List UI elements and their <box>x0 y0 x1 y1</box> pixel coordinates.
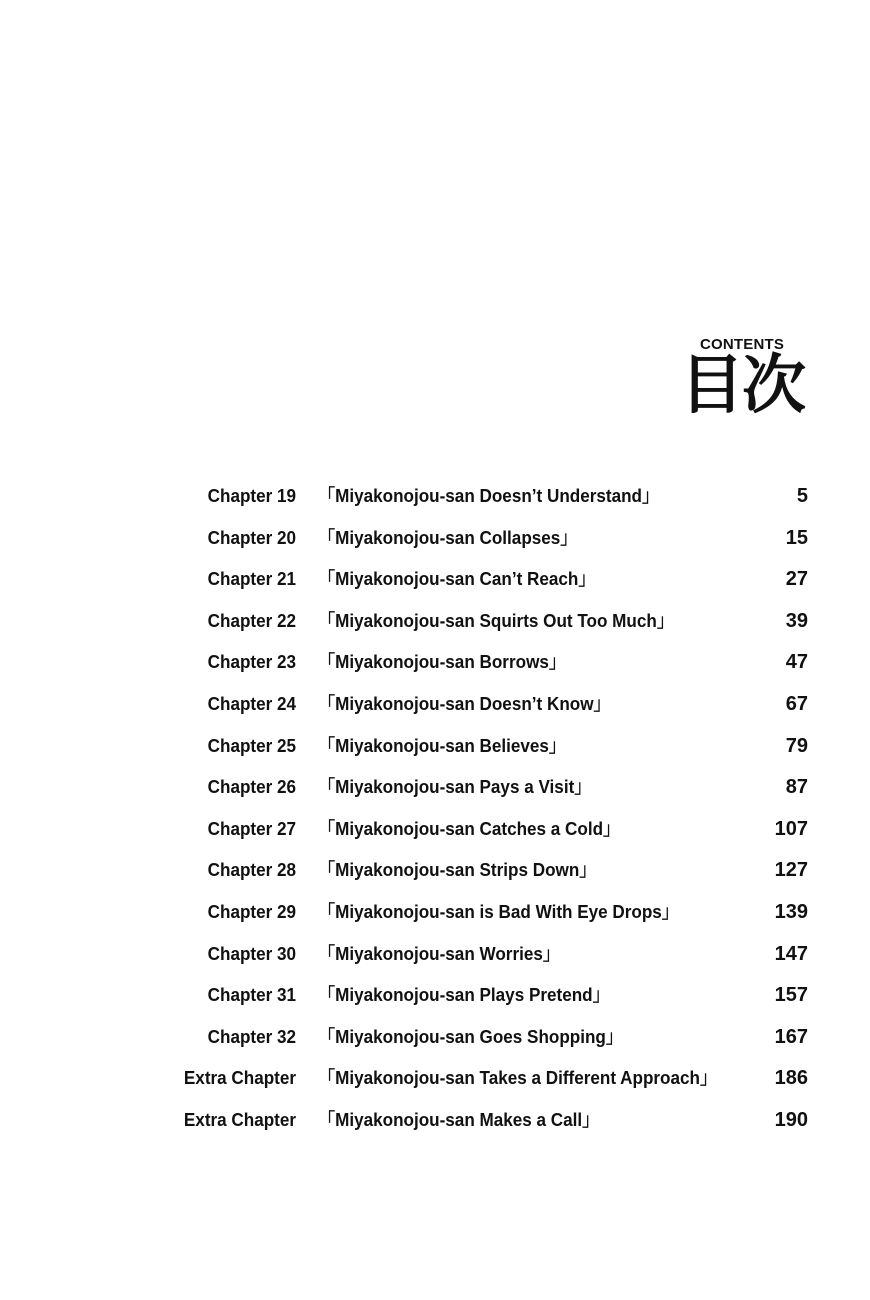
chapter-title: 「Miyakonojou-san Goes Shopping」 <box>318 1026 623 1047</box>
toc-entry <box>0 1066 870 1090</box>
page-number: 139 <box>774 901 808 923</box>
chapter-title: 「Miyakonojou-san Makes a Call」 <box>318 1110 600 1130</box>
chapter-label: Chapter 29 <box>207 902 296 922</box>
page-number: 127 <box>774 859 808 882</box>
toc-entry <box>0 650 870 674</box>
toc-entry <box>0 734 870 758</box>
page-number: 79 <box>785 734 808 757</box>
toc-entry <box>0 484 870 508</box>
page-number: 5 <box>796 485 808 507</box>
toc-entry <box>0 900 870 924</box>
chapter-title: 「Miyakonojou-san Doesn’t Understand」 <box>318 486 660 506</box>
page-number: 27 <box>785 568 808 591</box>
page-number: 39 <box>785 609 808 632</box>
chapter-label: Extra Chapter <box>183 1068 296 1089</box>
page-number: 47 <box>785 651 808 674</box>
chapter-label: Chapter 27 <box>207 818 296 839</box>
chapter-label: Chapter 26 <box>207 777 296 798</box>
toc-entry <box>0 526 870 550</box>
chapter-label: Chapter 28 <box>207 860 296 881</box>
page-number: 147 <box>774 942 808 965</box>
toc-entry <box>0 775 870 799</box>
toc-entry <box>0 567 870 591</box>
chapter-title: 「Miyakonojou-san Strips Down」 <box>318 860 597 881</box>
chapter-label: Chapter 25 <box>207 735 296 756</box>
chapter-title: 「Miyakonojou-san Worries」 <box>318 943 560 964</box>
chapter-title: 「Miyakonojou-san Collapses」 <box>318 527 578 548</box>
page-number: 67 <box>785 693 808 715</box>
chapter-label: Extra Chapter <box>183 1110 296 1130</box>
chapter-title: 「Miyakonojou-san Borrows」 <box>318 652 566 673</box>
toc-entry <box>0 1025 870 1049</box>
chapter-title: 「Miyakonojou-san Can’t Reach」 <box>318 569 596 590</box>
chapter-title: 「Miyakonojou-san Squirts Out Too Much」 <box>318 610 674 631</box>
toc-entry <box>0 983 870 1007</box>
page-number: 167 <box>774 1025 808 1048</box>
page-number: 87 <box>785 776 808 799</box>
chapter-title: 「Miyakonojou-san Catches a Cold」 <box>318 818 621 839</box>
chapter-label: Chapter 20 <box>207 527 296 548</box>
contents-heading: CONTENTS <box>700 336 785 353</box>
chapter-label: Chapter 32 <box>207 1026 296 1047</box>
chapter-title: 「Miyakonojou-san is Bad With Eye Drops」 <box>318 902 679 922</box>
toc-entry <box>0 942 870 966</box>
page-number: 186 <box>774 1067 808 1090</box>
chapter-label: Chapter 22 <box>207 610 296 631</box>
chapter-title: 「Miyakonojou-san Believes」 <box>318 735 567 756</box>
page-number: 157 <box>774 984 808 1007</box>
chapter-label: Chapter 21 <box>207 569 296 590</box>
page-number: 15 <box>785 526 808 549</box>
chapter-title: 「Miyakonojou-san Doesn’t Know」 <box>318 694 611 714</box>
toc-entry <box>0 609 870 633</box>
contents-heading-japanese: 目次 <box>680 349 804 423</box>
toc-entry <box>0 692 870 716</box>
toc-entry <box>0 858 870 882</box>
page-number: 190 <box>774 1109 808 1131</box>
page-number: 107 <box>774 817 808 840</box>
chapter-label: Chapter 30 <box>207 943 296 964</box>
chapter-label: Chapter 23 <box>207 652 296 673</box>
toc-entry <box>0 1108 870 1132</box>
chapter-title: 「Miyakonojou-san Plays Pretend」 <box>318 985 610 1006</box>
toc-entry <box>0 817 870 841</box>
chapter-title: 「Miyakonojou-san Pays a Visit」 <box>318 777 592 798</box>
chapter-label: Chapter 24 <box>207 694 296 714</box>
chapter-label: Chapter 31 <box>207 985 296 1006</box>
chapter-title: 「Miyakonojou-san Takes a Different Approach」 <box>318 1068 718 1089</box>
chapter-label: Chapter 19 <box>207 486 296 506</box>
